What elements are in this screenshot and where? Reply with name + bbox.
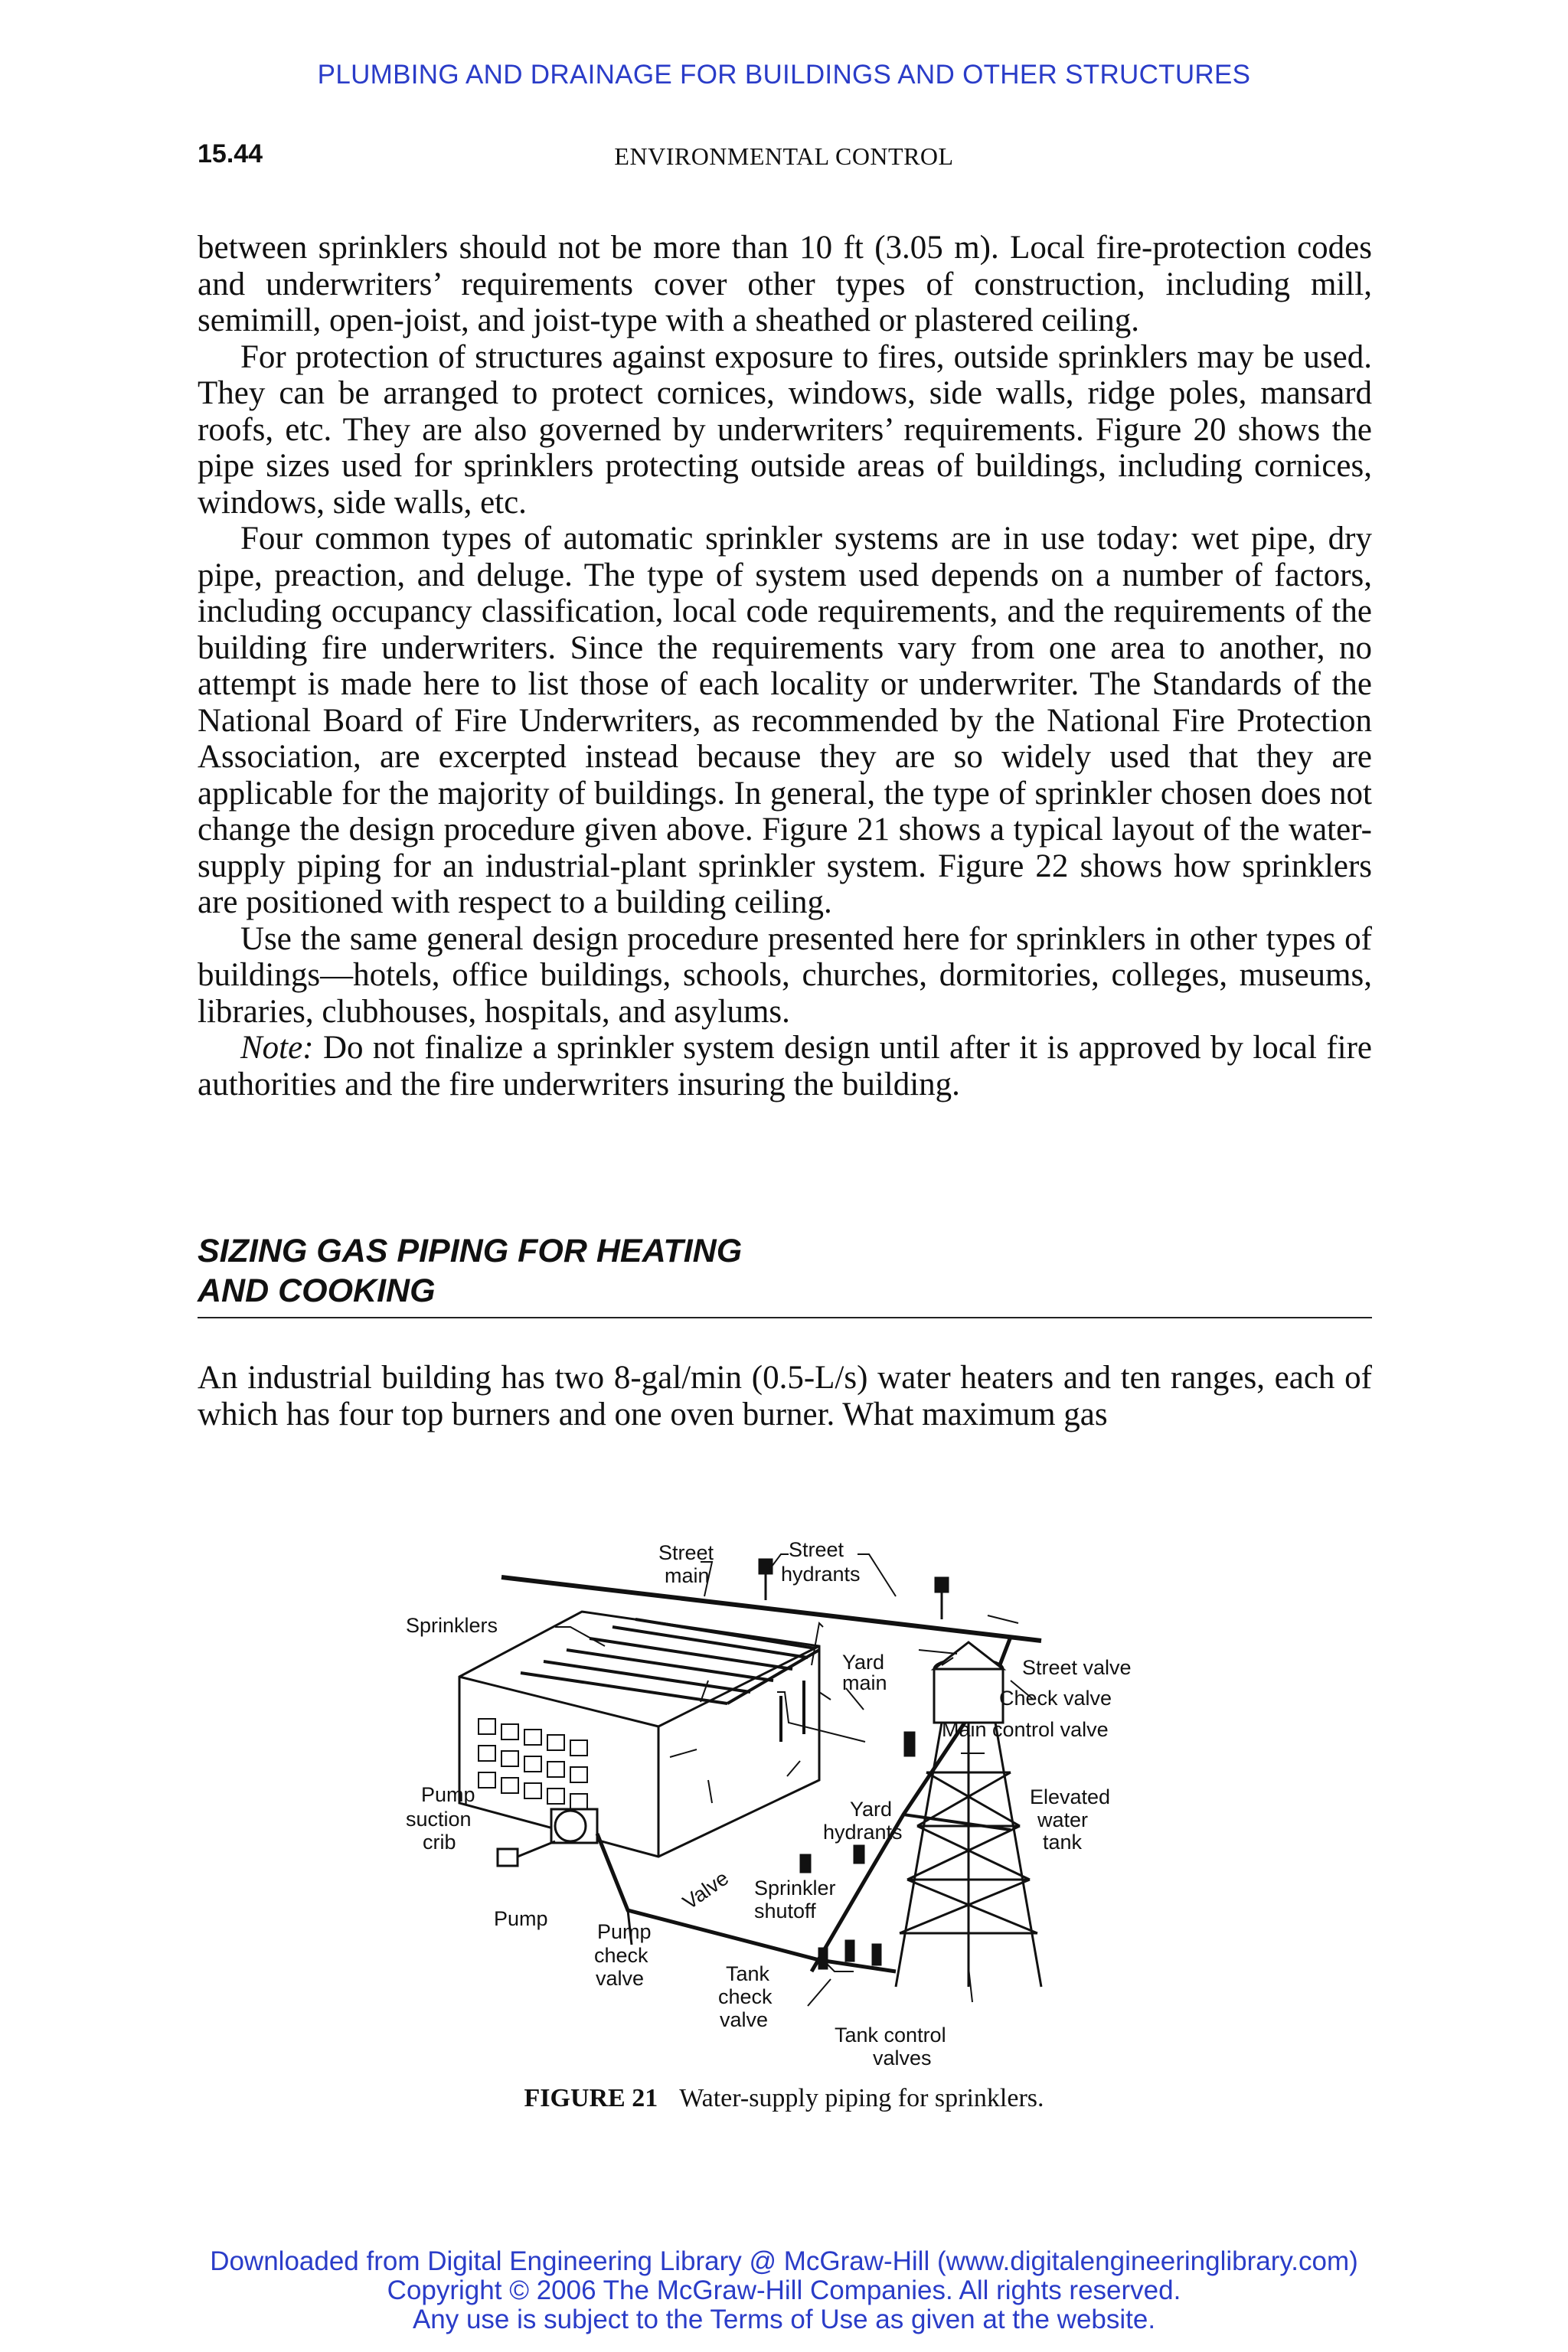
label-street-hydrants-2: hydrants	[781, 1563, 861, 1586]
label-elevated-1: Elevated	[1030, 1785, 1111, 1808]
label-tank-check-2: check	[718, 1985, 773, 2008]
main-control-valve-icon	[905, 1733, 914, 1756]
tank-control-valve-icon	[873, 1945, 880, 1965]
label-elevated-2: water	[1037, 1808, 1089, 1831]
body-text	[198, 230, 1372, 1102]
label-elevated-3: tank	[1043, 1831, 1083, 1854]
footer-line-1[interactable]: Downloaded from Digital Engineering Library @ McGraw-Hill (www.digitalengineeringlibrary.com)	[210, 2246, 1358, 2276]
paragraph: For protection of structures against exposure to fires, outside sprinklers may be used. They can be arranged to protect cornices, windows, side walls, ridge poles, mansard roofs, etc. They are also governed by underwriters’ requirements. Figure 20 shows the pipe sizes used for sprinklers protecting outside areas of buildings, including cornices, windows, side walls, etc.	[198, 338, 1372, 521]
label-valve: Valve	[678, 1866, 733, 1914]
building	[459, 1612, 819, 1857]
note-paragraph	[198, 1030, 1372, 1102]
heading-line-2: AND COOKING	[198, 1272, 436, 1309]
figure-number: FIGURE 21	[524, 2084, 658, 2112]
label-street-hydrants-1: Street	[789, 1538, 844, 1561]
label-sprinkler-shutoff-1: Sprinkler	[754, 1877, 836, 1900]
label-sprinkler-shutoff-2: shutoff	[754, 1900, 816, 1922]
page-number: 15.44	[198, 139, 263, 168]
label-pump-suction-1: Pump	[421, 1783, 475, 1806]
paragraph: between sprinklers should not be more than 10 ft (3.05 m). Local fire-protection codes and underwriters’ requirements cover other types of construction, including mill, semimill, open-joist, and joist-type with a sheathed or plastered ceiling.	[198, 230, 1372, 338]
section-heading	[198, 1231, 1372, 1311]
pump-suction-crib	[498, 1849, 518, 1866]
label-main-control-valve: Main control valve	[942, 1718, 1109, 1741]
label-sprinklers: Sprinklers	[406, 1614, 498, 1637]
tank-control-valve-icon	[846, 1941, 854, 1961]
label-tank-check-1: Tank	[726, 1962, 770, 1985]
yard-hydrant-icon	[801, 1855, 810, 1872]
label-check-valve: Check valve	[999, 1687, 1112, 1710]
label-pump: Pump	[494, 1907, 548, 1930]
note-text: Do not finalize a sprinkler system design until after it is approved by local fire authorities and the fire underwriters insuring the building.	[198, 1030, 1372, 1102]
label-yard-hydrants-1: Yard	[850, 1798, 893, 1821]
figure-21	[406, 1512, 1171, 2094]
label-tank-control-2: valves	[873, 2047, 932, 2069]
label-pump-suction-2: suction	[406, 1808, 472, 1831]
street-hydrant	[936, 1578, 948, 1619]
label-tank-control-1: Tank control	[835, 2024, 946, 2047]
note-label: Note:	[240, 1030, 314, 1066]
label-yard-main-2: main	[842, 1671, 887, 1694]
figure-caption-text: Water-supply piping for sprinklers.	[679, 2084, 1044, 2112]
label-pump-check-2: check	[594, 1944, 648, 1967]
label-street-valve: Street valve	[1022, 1656, 1132, 1679]
problem-text-block	[198, 1360, 1372, 1432]
figure-caption	[0, 2084, 1568, 2113]
footer-line-2: Copyright © 2006 The McGraw-Hill Companies. All rights reserved.	[387, 2275, 1181, 2305]
label-pump-check-1: Pump	[597, 1920, 652, 1943]
section-title: ENVIRONMENTAL CONTROL	[614, 142, 954, 170]
label-pump-check-3: valve	[596, 1967, 645, 1990]
yard-hydrant-icon	[854, 1846, 864, 1863]
paragraph: Use the same general design procedure presented here for sprinklers in other types of buildings—hotels, office buildings, schools, churches, dormitories, colleges, museums, libraries, clubhouses, hospitals, and asylums.	[198, 920, 1372, 1030]
running-head: PLUMBING AND DRAINAGE FOR BUILDINGS AND OTHER STRUCTURES	[317, 60, 1251, 90]
footer	[0, 2247, 1568, 2334]
heading-rule	[198, 1317, 1372, 1318]
label-pump-suction-3: crib	[423, 1831, 456, 1854]
pump	[551, 1809, 597, 1843]
sprinkler-piping-diagram	[406, 1512, 1171, 2094]
problem-paragraph: An industrial building has two 8-gal/min (0.5-L/s) water heaters and ten ranges, each of which has four top burners and one oven burner. What maximum gas	[198, 1360, 1372, 1432]
heading-line-1: SIZING GAS PIPING FOR HEATING	[198, 1233, 743, 1269]
paragraph: Four common types of automatic sprinkler systems are in use today: wet pipe, dry pipe, preaction, and deluge. The type of system used depends on a number of factors, including occupancy classification, local code requirements, and the requirements of the building fire underwriters. Since the requirements vary from one area to another, no attempt is made here to list those of each locality or underwriter. The Standards of the National Board of Fire Underwriters, as recommended by the National Fire Protection Association, are excerpted instead because they are so widely used that they are applicable for the majority of buildings. In general, the type of sprinkler chosen does not change the design procedure given above. Figure 21 shows a typical layout of the water-supply piping for an industrial-plant sprinkler system. Figure 22 shows how sprinklers are positioned with respect to a building ceiling.	[198, 521, 1372, 920]
street-hydrant	[760, 1560, 772, 1600]
label-street-main-2: main	[665, 1564, 710, 1587]
label-yard-hydrants-2: hydrants	[823, 1821, 903, 1844]
tank-check-valve-icon	[819, 1949, 827, 1968]
label-tank-check-3: valve	[720, 2008, 769, 2031]
label-street-main-1: Street	[658, 1541, 714, 1564]
label-yard-main-1: Yard	[842, 1651, 885, 1674]
footer-line-3[interactable]: Any use is subject to the Terms of Use as given at the website.	[412, 2305, 1156, 2334]
